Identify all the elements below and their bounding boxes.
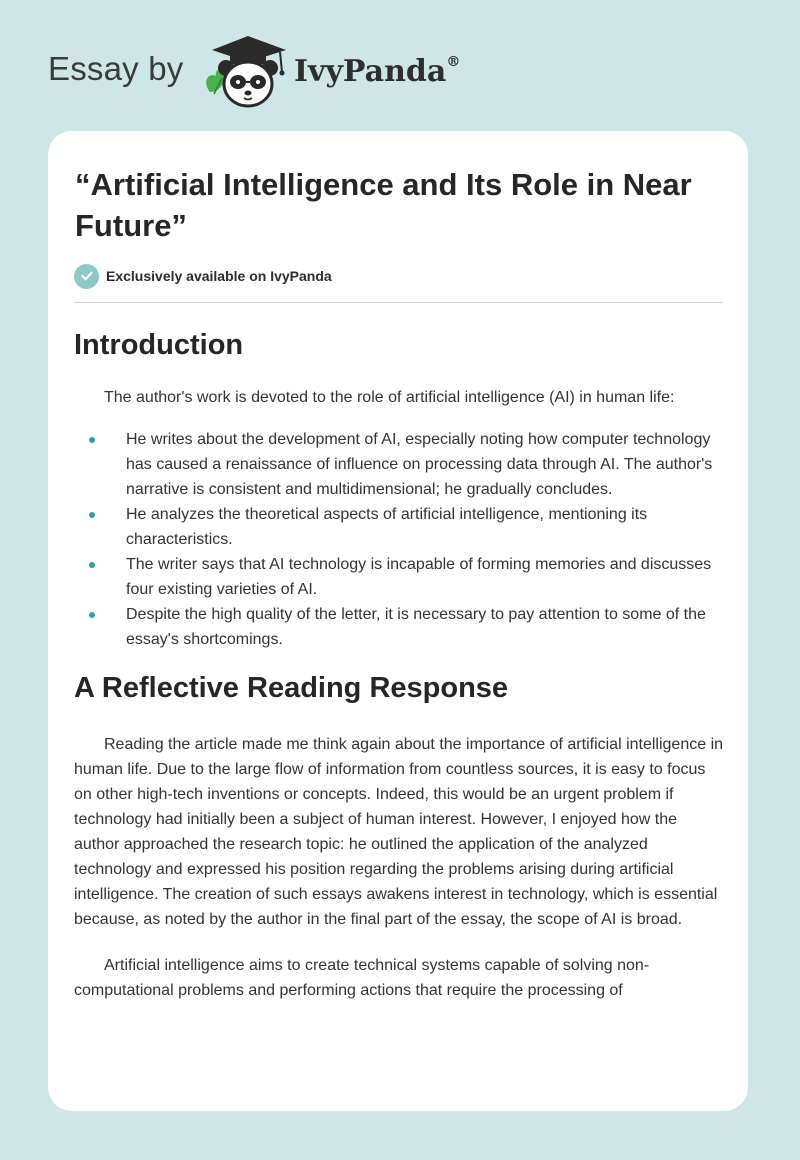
brand-prefix: Essay by [48, 50, 184, 87]
intro-bullet-list [74, 427, 724, 652]
bullet-icon [89, 512, 95, 518]
bullet-icon [89, 437, 95, 443]
registered-mark: ® [446, 54, 461, 70]
essay-title: “Artificial Intelligence and Its Role in Near Future” [75, 167, 692, 243]
brand-name[interactable]: IvyPanda® [294, 54, 461, 89]
section-heading-introduction: Introduction [74, 329, 244, 361]
site-header [0, 0, 800, 120]
badge-text: Exclusively available on IvyPanda [106, 268, 332, 284]
essay-card [48, 131, 748, 1111]
divider [74, 302, 723, 303]
body-paragraph: Reading the article made me think again about the importance of artificial intelligence in human life. Due to the large flow of information from countless sources, it is easy to focus on other high-tech inventions or concepts. Indeed, this would be an urgent problem if technology had initially been a subject of human interest. However, I enjoyed how the author approached the research topic: he outlined the application of the analyzed technology and expressed his position regarding the problems arising during artificial intelligence. The creation of such essays awakens interest in technology, which is essential because, as noted by the author in the final part of the essay, the scope of AI is broad. [74, 736, 724, 928]
check-circle-icon [74, 264, 99, 289]
intro-paragraph: The author's work is devoted to the role of artificial intelligence (AI) in human life: [104, 389, 675, 406]
body-paragraph: Artificial intelligence aims to create technical systems capable of solving non-computational problems and performing actions that require the processing of [74, 957, 650, 999]
bullet-icon [89, 612, 95, 618]
list-item: He analyzes the theoretical aspects of artificial intelligence, mentioning its characteristics. [74, 502, 724, 552]
section-heading-reflection: A Reflective Reading Response [74, 672, 509, 704]
list-item: Despite the high quality of the letter, it is necessary to pay attention to some of the essay's shortcomings. [74, 602, 724, 652]
exclusive-badge [74, 263, 332, 289]
panda-graduate-icon[interactable] [200, 32, 290, 112]
bullet-icon [89, 562, 95, 568]
essay-body [74, 327, 724, 1003]
list-item: The writer says that AI technology is incapable of forming memories and discusses four existing varieties of AI. [74, 552, 724, 602]
list-item: He writes about the development of AI, especially noting how computer technology has caused a renaissance of influence on processing data through AI. The author's narrative is consistent and multidimensional; he gradually concludes. [74, 427, 724, 502]
